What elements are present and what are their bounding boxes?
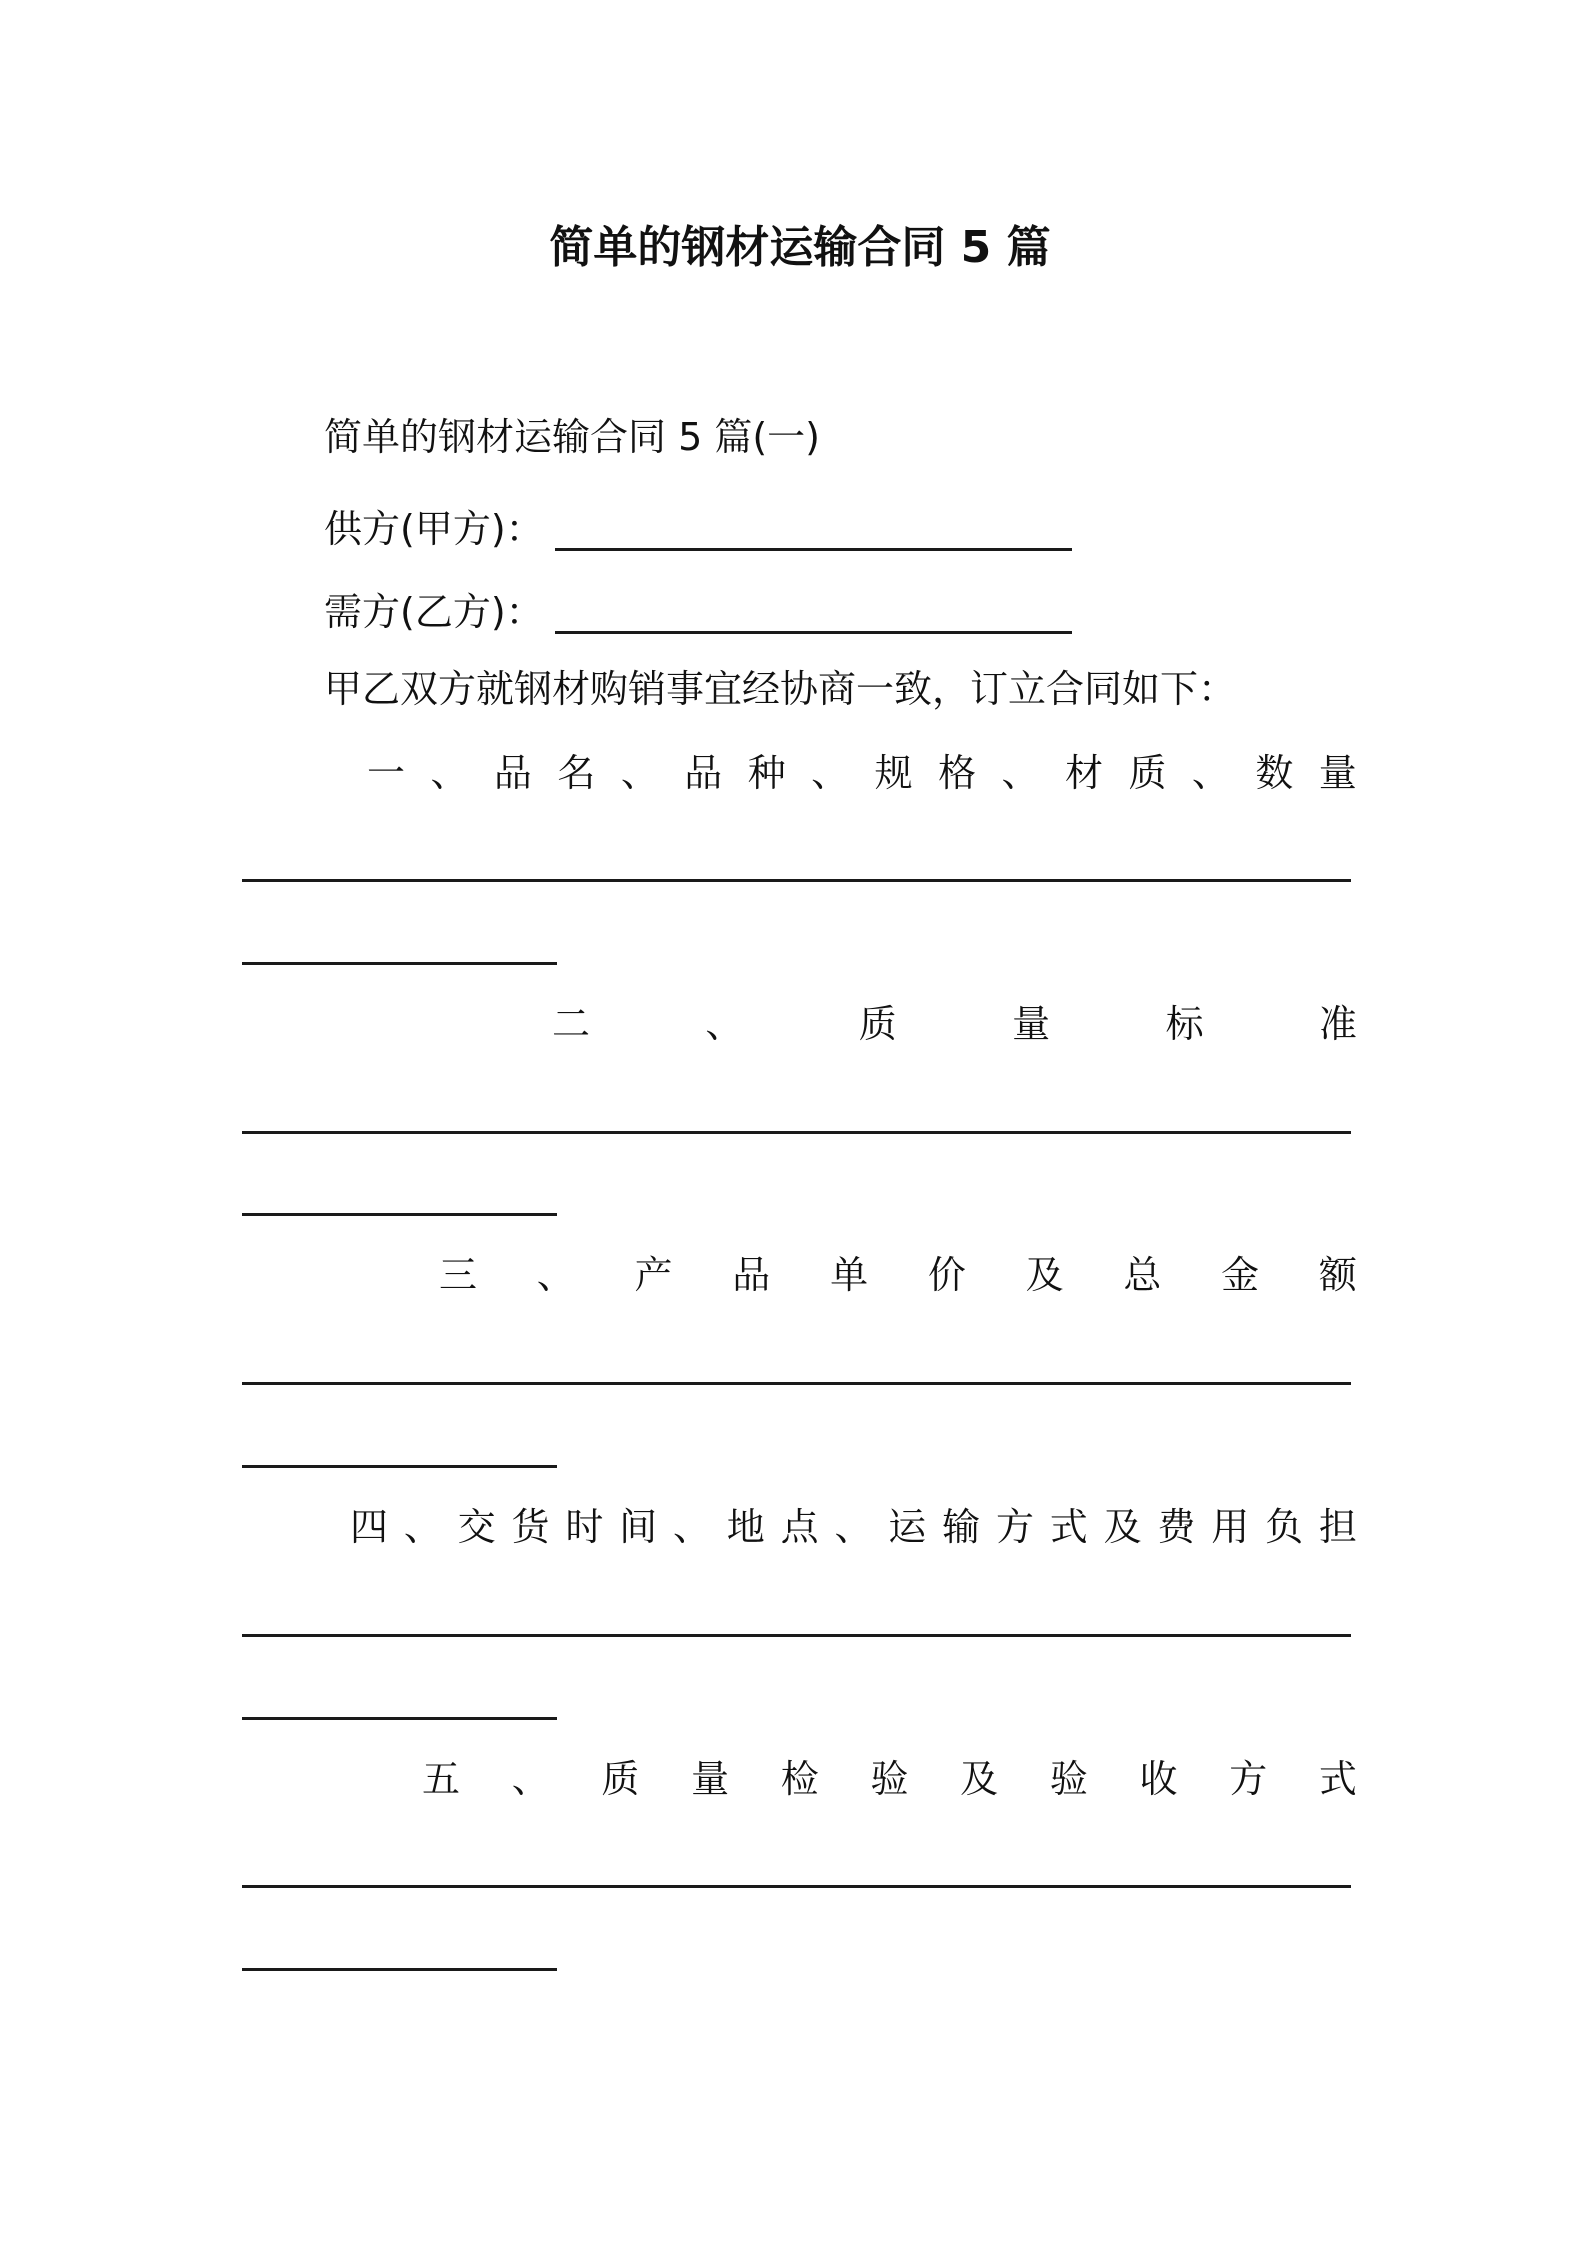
section-heading-4: 四 、 交 货 时 间 、 地 点 、 运 输 方 式 及 费 用 负 担 xyxy=(350,1505,1357,1549)
buyer-blank-line xyxy=(555,631,1072,634)
section-heading-5: 五 、 质 量 检 验 及 验 收 方 式 xyxy=(422,1757,1357,1801)
section-4-blank-line-short xyxy=(242,1717,557,1720)
section-1-blank-line-short xyxy=(242,962,557,965)
buyer-label: 需方(乙方)： xyxy=(324,590,544,634)
supplier-label: 供方(甲方)： xyxy=(324,507,544,551)
section-3-blank-line xyxy=(242,1382,1351,1385)
section-1-blank-line xyxy=(242,879,1351,882)
section-heading-3: 三 、 产 品 单 价 及 总 金 额 xyxy=(439,1253,1357,1297)
document-title: 简单的钢材运输合同 5 篇 xyxy=(549,222,1051,273)
contract-subtitle: 简单的钢材运输合同 5 篇(一) xyxy=(324,415,820,459)
section-5-blank-line-short xyxy=(242,1968,557,1971)
section-4-blank-line xyxy=(242,1634,1351,1637)
section-2-blank-line xyxy=(242,1131,1351,1134)
supplier-blank-line xyxy=(555,548,1072,551)
section-heading-2: 二 、 质 量 标 准 xyxy=(552,1002,1357,1046)
section-2-blank-line-short xyxy=(242,1213,557,1216)
section-3-blank-line-short xyxy=(242,1465,557,1468)
section-heading-1: 一 、 品 名 、 品 种 、 规 格 、 材 质 、 数 量 xyxy=(367,751,1357,795)
section-5-blank-line xyxy=(242,1885,1351,1888)
intro-text: 甲乙双方就钢材购销事宜经协商一致，订立合同如下： xyxy=(324,667,1237,711)
